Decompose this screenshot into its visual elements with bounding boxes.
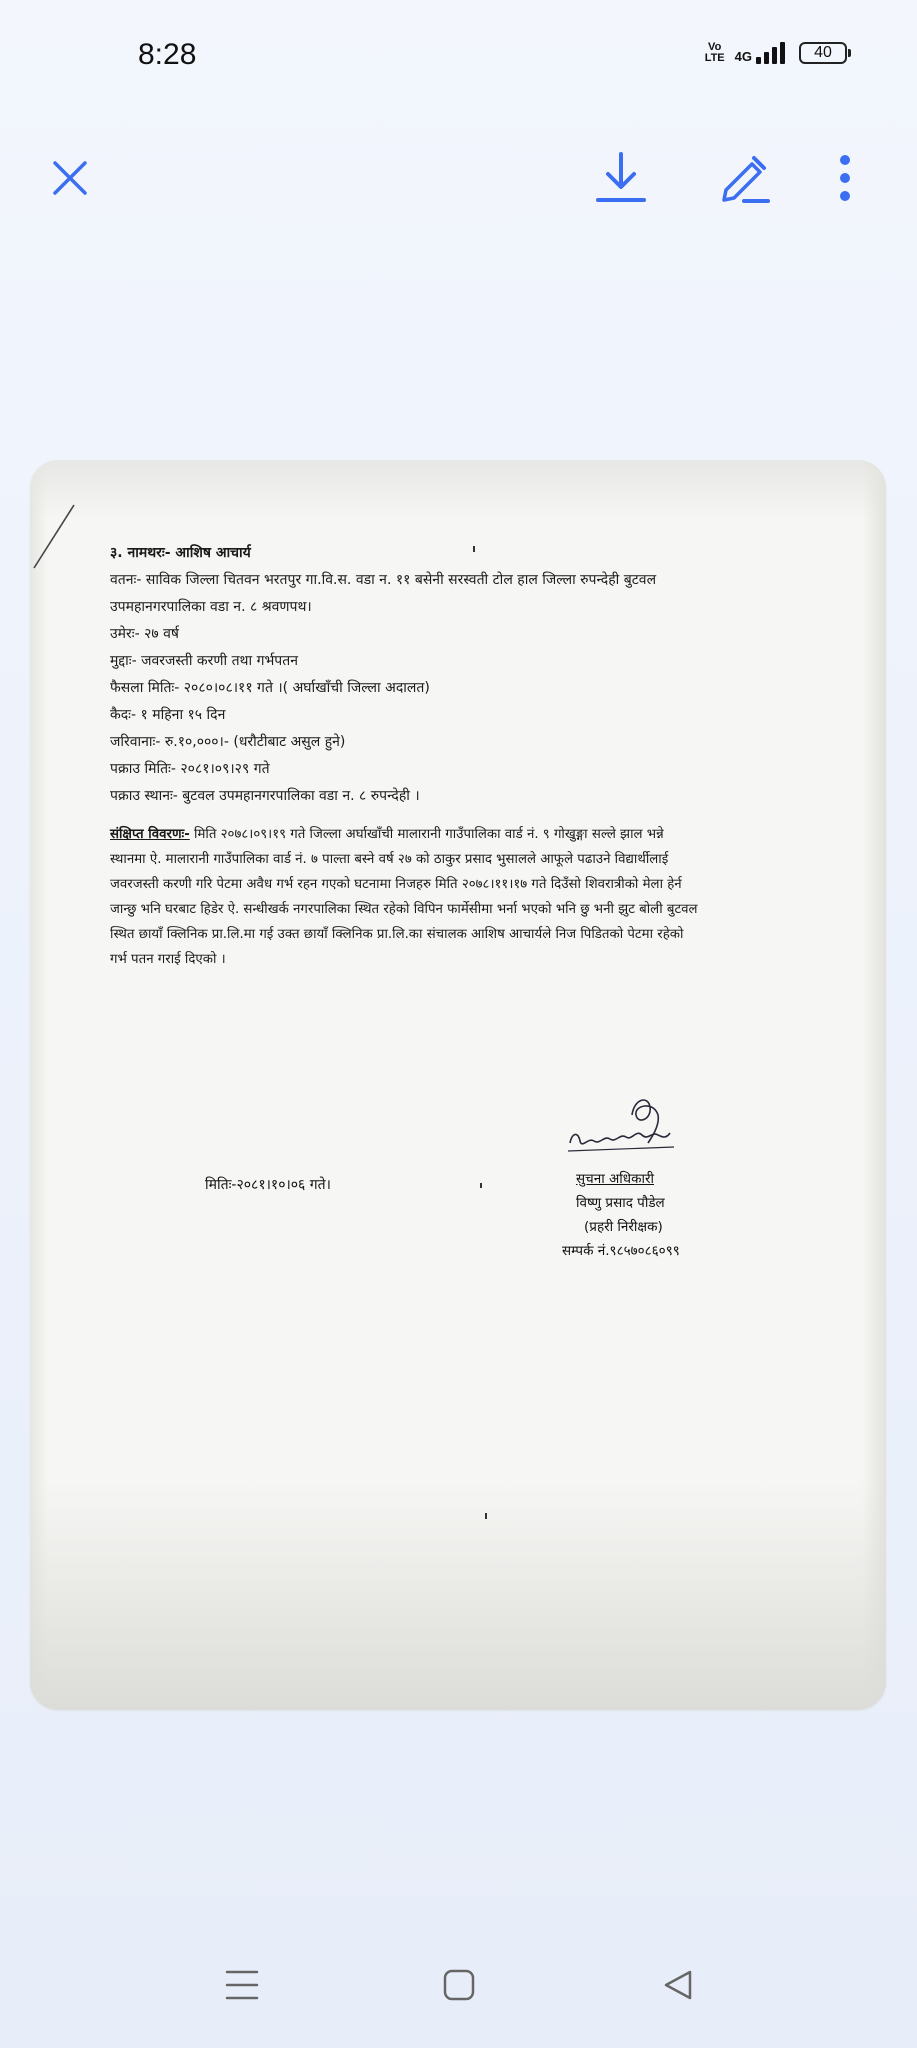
address-line-1: वतनः- साविक जिल्ला चितवन भरतपुर गा.वि.स. वडा न. ११ बसेनी सरस्वती टोल हाल जिल्ला रुपन्देही बुटवल bbox=[110, 572, 657, 588]
arrest-date-line: पक्राउ मितिः- २०८१।०९।२९ गते bbox=[110, 761, 270, 777]
record-heading: ३. नामथरः- आशिष आचार्य bbox=[110, 545, 251, 561]
edit-icon bbox=[716, 150, 772, 206]
close-icon bbox=[50, 158, 90, 198]
summary-line-3: जवरजस्ती करणी गरि पेटमा अवैध गर्भ रहन गएको घटनामा निजहरु मिति २०७८।११।१७ गते दिउँसो शिवरात्रीको मेला हेर्न bbox=[110, 877, 682, 892]
volte-icon: Vo LTE bbox=[704, 41, 725, 64]
status-time: 8:28 bbox=[138, 38, 197, 71]
arrest-place-line: पक्राउ स्थानः- बुटवल उपमहानगरपालिका वडा न. ८ रुपन्देही । bbox=[110, 788, 420, 804]
more-vert-icon bbox=[835, 152, 855, 204]
download-button[interactable] bbox=[581, 138, 661, 218]
officer-contact: सम्पर्क नं.९८५७०८६०९९ bbox=[562, 1243, 680, 1259]
fine-line: जरिवानाः- रु.१०,०००।- (धरौटीबाट असुल हुने) bbox=[110, 734, 346, 750]
signature-date: मितिः-२०८१।१०।०६ गते। bbox=[205, 1177, 331, 1193]
menu-icon bbox=[224, 1968, 260, 2002]
age-line: उमेरः- २७ वर्ष bbox=[110, 626, 179, 642]
officer-title: सुचना अधिकारी bbox=[576, 1171, 654, 1187]
scan-corner-mark bbox=[30, 500, 90, 570]
summary-paragraph bbox=[110, 822, 870, 972]
summary-line-4: जान्छु भनि घरबाट हिडेर ऐ. सन्धीखर्क नगरपालिका स्थित रहेको विपिन फार्मेसीमा भर्ना भएको भनि छु भनी झुट बोली बुटवल bbox=[110, 902, 698, 917]
more-options-button[interactable] bbox=[805, 138, 885, 218]
summary-line-1: संक्षिप्त विवरणः- मिति २०७८।०९।१९ गते जिल्ला अर्घाखाँची मालारानी गाउँपालिका वार्ड नं. ९ गोखुङ्गा सल्ले झाल भन्ने bbox=[110, 827, 664, 842]
officer-name: विष्णु प्रसाद पौडेल bbox=[576, 1195, 665, 1211]
home-square-icon bbox=[442, 1968, 476, 2002]
address-line-2: उपमहानगरपालिका वडा न. ८ श्रवणपथ। bbox=[110, 599, 312, 615]
case-line: मुद्दाः- जवरजस्ती करणी तथा गर्भपतन bbox=[110, 653, 298, 669]
edit-button[interactable] bbox=[704, 138, 784, 218]
officer-role: (प्रहरी निरीक्षक) bbox=[584, 1219, 663, 1235]
scanned-document[interactable] bbox=[30, 460, 886, 1710]
recent-apps-button[interactable] bbox=[207, 1950, 277, 2020]
battery-level: 40 bbox=[814, 44, 832, 61]
scan-speck bbox=[480, 1183, 482, 1188]
document-content bbox=[110, 540, 870, 972]
signal-bars-icon bbox=[756, 42, 785, 64]
scan-speck bbox=[473, 546, 475, 552]
viewer-toolbar bbox=[0, 120, 917, 230]
scan-speck bbox=[485, 1513, 487, 1519]
summary-label: संक्षिप्त विवरणः- bbox=[110, 827, 190, 842]
back-button[interactable] bbox=[643, 1950, 713, 2020]
network-signal-icon bbox=[735, 42, 785, 64]
summary-line-2: स्थानमा ऐ. मालारानी गाउँपालिका वार्ड नं. ७ पाल्ता बस्ने वर्ष २७ को ठाकुर प्रसाद भुसालले आफूले पढाउने विद्यार्थीलाई bbox=[110, 852, 669, 867]
signature-block bbox=[562, 1085, 802, 1263]
status-icons bbox=[705, 42, 847, 64]
scan-shade-bottom bbox=[30, 1480, 886, 1710]
summary-line-6: गर्भ पतन गराई दिएको । bbox=[110, 952, 226, 967]
handwritten-signature bbox=[562, 1085, 702, 1163]
network-type-label: 4G bbox=[734, 49, 752, 64]
summary-line-5: स्थित छायाँ क्लिनिक प्रा.लि.मा गई उक्त छायाँ क्लिनिक प्रा.लि.का संचालक आशिष आचार्यले निज पिडितको पेटमा रहेको bbox=[110, 927, 684, 942]
download-icon bbox=[595, 150, 647, 206]
navigation-bar bbox=[0, 1940, 917, 2040]
battery-icon bbox=[799, 42, 847, 64]
scan-shade-top bbox=[30, 460, 886, 520]
close-button[interactable] bbox=[30, 138, 110, 218]
back-triangle-icon bbox=[661, 1968, 695, 2002]
home-button[interactable] bbox=[424, 1950, 494, 2020]
verdict-date-line: फैसला मितिः- २०८०।०८।११ गते ।( अर्घाखाँची जिल्ला अदालत) bbox=[110, 680, 430, 696]
status-bar bbox=[0, 0, 917, 110]
sentence-line: कैदः- १ महिना १५ दिन bbox=[110, 707, 226, 723]
